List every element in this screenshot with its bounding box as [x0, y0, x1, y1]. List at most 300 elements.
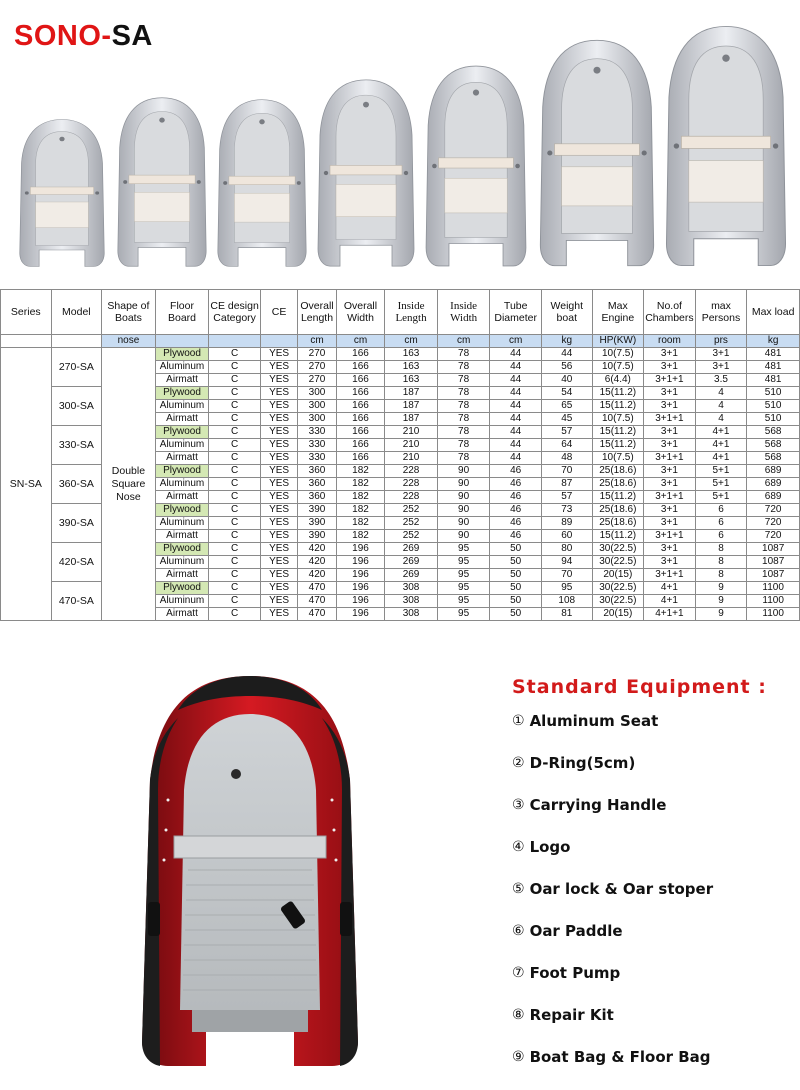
table-cell: 70: [541, 569, 592, 582]
table-cell: 78: [437, 348, 490, 361]
table-cell: 95: [437, 608, 490, 621]
header-ce: CE: [260, 290, 297, 335]
table-cell: 50: [490, 543, 542, 556]
table-cell: Airmatt: [155, 569, 209, 582]
table-cell: 3+1+1: [644, 491, 696, 504]
table-cell: 89: [541, 517, 592, 530]
boat-top-view-icon: [116, 96, 208, 268]
table-cell: 330: [298, 439, 336, 452]
red-boat-photo: [128, 670, 372, 1075]
table-cell: 44: [490, 426, 542, 439]
list-item: [512, 1048, 792, 1090]
table-cell: 300: [298, 400, 336, 413]
model-cell: 330-SA: [51, 426, 102, 465]
table-cell: 252: [385, 504, 438, 517]
table-cell: 360: [298, 478, 336, 491]
table-cell: 4+1: [695, 439, 747, 452]
table-cell: 5+1: [695, 491, 747, 504]
table-cell: YES: [260, 556, 297, 569]
table-cell: YES: [260, 504, 297, 517]
item-label: Oar Paddle: [529, 922, 623, 940]
table-cell: Plywood: [155, 465, 209, 478]
table-cell: YES: [260, 452, 297, 465]
table-cell: 44: [490, 387, 542, 400]
table-cell: 44: [490, 452, 542, 465]
table-cell: 15(11.2): [592, 491, 644, 504]
table-cell: Plywood: [155, 543, 209, 556]
model-cell: 270-SA: [51, 348, 102, 387]
table-cell: 420: [298, 556, 336, 569]
table-cell: C: [209, 517, 261, 530]
table-cell: 70: [541, 465, 592, 478]
table-cell: C: [209, 465, 261, 478]
item-number: ③: [512, 797, 525, 813]
red-boat-icon: [128, 670, 372, 1070]
table-row: [1, 348, 800, 361]
item-number: ①: [512, 713, 525, 729]
unit-inside-width: cm: [437, 335, 490, 348]
table-cell: 3+1: [644, 556, 696, 569]
table-cell: 46: [490, 530, 542, 543]
table-cell: 568: [747, 452, 800, 465]
boat-top-view-icon: [316, 78, 416, 268]
table-cell: 6: [695, 504, 747, 517]
table-cell: 6(4.4): [592, 374, 644, 387]
table-cell: 470: [298, 582, 336, 595]
table-cell: 420: [298, 569, 336, 582]
table-cell: Aluminum: [155, 361, 209, 374]
table-cell: Airmatt: [155, 608, 209, 621]
table-cell: 3+1+1: [644, 569, 696, 582]
table-cell: 360: [298, 465, 336, 478]
table-cell: 15(11.2): [592, 400, 644, 413]
list-item: [512, 964, 792, 1006]
table-cell: 270: [298, 361, 336, 374]
table-cell: 45: [541, 413, 592, 426]
table-cell: 25(18.6): [592, 504, 644, 517]
table-cell: 50: [490, 608, 542, 621]
table-cell: 50: [490, 556, 542, 569]
table-cell: C: [209, 400, 261, 413]
table-cell: 720: [747, 504, 800, 517]
table-cell: 182: [336, 530, 385, 543]
table-cell: 15(11.2): [592, 530, 644, 543]
boat-top-view-icon: [424, 64, 528, 268]
table-cell: 95: [437, 556, 490, 569]
table-cell: 44: [490, 400, 542, 413]
table-cell: 187: [385, 413, 438, 426]
table-cell: 470: [298, 595, 336, 608]
header-series: Series: [1, 290, 52, 335]
table-cell: 689: [747, 491, 800, 504]
table-cell: 210: [385, 426, 438, 439]
model-cell: 420-SA: [51, 543, 102, 582]
table-cell: 15(11.2): [592, 426, 644, 439]
table-cell: 90: [437, 491, 490, 504]
table-cell: 57: [541, 491, 592, 504]
table-cell: 3+1+1: [644, 530, 696, 543]
table-cell: 481: [747, 374, 800, 387]
table-cell: C: [209, 491, 261, 504]
table-cell: 720: [747, 530, 800, 543]
table-cell: 3+1: [644, 361, 696, 374]
table-cell: 15(11.2): [592, 387, 644, 400]
table-cell: 228: [385, 491, 438, 504]
table-cell: 3+1: [644, 387, 696, 400]
table-cell: 166: [336, 439, 385, 452]
table-cell: 78: [437, 374, 490, 387]
table-cell: 95: [437, 595, 490, 608]
table-cell: C: [209, 361, 261, 374]
table-cell: 90: [437, 530, 490, 543]
table-cell: 196: [336, 543, 385, 556]
unit-chambers: room: [644, 335, 696, 348]
table-cell: C: [209, 530, 261, 543]
table-cell: C: [209, 387, 261, 400]
unit-max-persons: prs: [695, 335, 747, 348]
table-cell: Aluminum: [155, 517, 209, 530]
table-cell: 3+1+1: [644, 452, 696, 465]
table-cell: 73: [541, 504, 592, 517]
table-cell: 10(7.5): [592, 413, 644, 426]
table-cell: YES: [260, 543, 297, 556]
table-cell: C: [209, 426, 261, 439]
table-cell: 166: [336, 400, 385, 413]
header-shape: Shape of Boats: [102, 290, 156, 335]
header-overall-width: Overall Width: [336, 290, 385, 335]
header-max-engine: Max Engine: [592, 290, 644, 335]
table-cell: 60: [541, 530, 592, 543]
table-cell: Aluminum: [155, 556, 209, 569]
table-cell: 3.5: [695, 374, 747, 387]
table-cell: 568: [747, 439, 800, 452]
table-cell: 95: [437, 543, 490, 556]
list-item: [512, 922, 792, 964]
table-cell: 5+1: [695, 465, 747, 478]
table-cell: 8: [695, 556, 747, 569]
table-cell: 44: [490, 374, 542, 387]
table-cell: YES: [260, 465, 297, 478]
model-cell: 300-SA: [51, 387, 102, 426]
table-cell: YES: [260, 608, 297, 621]
table-cell: 1100: [747, 595, 800, 608]
table-cell: 1100: [747, 582, 800, 595]
table-cell: 182: [336, 517, 385, 530]
table-cell: 689: [747, 465, 800, 478]
table-cell: 269: [385, 556, 438, 569]
table-cell: C: [209, 543, 261, 556]
item-number: ⑤: [512, 881, 525, 897]
title-part-red: SONO-: [14, 20, 112, 52]
table-cell: 10(7.5): [592, 452, 644, 465]
shape-cell: Double Square Nose: [102, 348, 156, 621]
table-cell: 9: [695, 608, 747, 621]
table-cell: 95: [541, 582, 592, 595]
table-cell: 48: [541, 452, 592, 465]
table-cell: Airmatt: [155, 452, 209, 465]
table-cell: 470: [298, 608, 336, 621]
table-cell: 65: [541, 400, 592, 413]
table-cell: 57: [541, 426, 592, 439]
table-cell: 30(22.5): [592, 543, 644, 556]
table-cell: 182: [336, 478, 385, 491]
table-cell: YES: [260, 491, 297, 504]
unit-max-load: kg: [747, 335, 800, 348]
table-cell: YES: [260, 478, 297, 491]
table-cell: 108: [541, 595, 592, 608]
table-cell: 4: [695, 413, 747, 426]
table-cell: YES: [260, 517, 297, 530]
table-cell: C: [209, 608, 261, 621]
item-number: ⑧: [512, 1007, 525, 1023]
table-cell: YES: [260, 348, 297, 361]
table-cell: 228: [385, 478, 438, 491]
table-cell: 196: [336, 608, 385, 621]
units-row: [1, 335, 800, 348]
table-cell: 4: [695, 400, 747, 413]
item-number: ②: [512, 755, 525, 771]
table-cell: 166: [336, 348, 385, 361]
table-cell: 78: [437, 387, 490, 400]
table-cell: 689: [747, 478, 800, 491]
header-max-load: Max load: [747, 290, 800, 335]
boat-top-view-icon: [538, 38, 656, 268]
table-cell: 78: [437, 426, 490, 439]
table-cell: C: [209, 504, 261, 517]
table-cell: 4+1: [695, 426, 747, 439]
table-cell: 3+1: [644, 439, 696, 452]
table-cell: 3+1: [644, 504, 696, 517]
table-cell: C: [209, 413, 261, 426]
table-cell: 80: [541, 543, 592, 556]
table-cell: 269: [385, 543, 438, 556]
item-label: Foot Pump: [529, 964, 621, 982]
model-cell: 390-SA: [51, 504, 102, 543]
table-cell: 25(18.6): [592, 478, 644, 491]
table-cell: 163: [385, 348, 438, 361]
table-cell: 3+1: [644, 348, 696, 361]
list-item: [512, 838, 792, 880]
table-cell: YES: [260, 439, 297, 452]
table-cell: 78: [437, 439, 490, 452]
boat-top-view-icon: [216, 98, 308, 268]
table-cell: 1100: [747, 608, 800, 621]
table-cell: 1087: [747, 569, 800, 582]
table-cell: 720: [747, 517, 800, 530]
table-cell: 46: [490, 491, 542, 504]
table-cell: 3+1+1: [644, 413, 696, 426]
standard-equipment: [512, 676, 792, 1090]
table-cell: 9: [695, 595, 747, 608]
header-model: Model: [51, 290, 102, 335]
table-cell: 270: [298, 374, 336, 387]
unit-max-engine: HP(KW): [592, 335, 644, 348]
table-cell: 390: [298, 530, 336, 543]
table-cell: 25(18.6): [592, 465, 644, 478]
table-cell: Airmatt: [155, 491, 209, 504]
table-cell: 3+1: [695, 348, 747, 361]
table-cell: 46: [490, 517, 542, 530]
header-ce-category: CE design Category: [209, 290, 261, 335]
item-label: D-Ring(5cm): [529, 754, 636, 772]
list-item: [512, 1006, 792, 1048]
table-cell: 510: [747, 413, 800, 426]
table-cell: 44: [490, 439, 542, 452]
table-cell: 330: [298, 452, 336, 465]
table-cell: 187: [385, 400, 438, 413]
table-cell: YES: [260, 361, 297, 374]
table-cell: 1087: [747, 556, 800, 569]
table-cell: 270: [298, 348, 336, 361]
table-cell: 390: [298, 517, 336, 530]
table-cell: 3+1+1: [644, 374, 696, 387]
table-cell: 30(22.5): [592, 556, 644, 569]
table-cell: 308: [385, 595, 438, 608]
header-floor: Floor Board: [155, 290, 209, 335]
item-label: Boat Bag & Floor Bag: [529, 1048, 711, 1066]
table-cell: Plywood: [155, 387, 209, 400]
item-number: ⑨: [512, 1049, 525, 1065]
table-cell: 78: [437, 400, 490, 413]
equipment-title: Standard Equipment :: [512, 676, 767, 698]
table-cell: 40: [541, 374, 592, 387]
table-cell: YES: [260, 413, 297, 426]
table-cell: 269: [385, 569, 438, 582]
table-cell: 182: [336, 504, 385, 517]
table-cell: 3+1: [644, 400, 696, 413]
list-item: [512, 880, 792, 922]
table-cell: C: [209, 582, 261, 595]
table-cell: 54: [541, 387, 592, 400]
table-cell: 44: [490, 361, 542, 374]
table-cell: 1087: [747, 543, 800, 556]
table-cell: 90: [437, 504, 490, 517]
table-cell: C: [209, 374, 261, 387]
table-cell: 44: [490, 413, 542, 426]
table-cell: 78: [437, 452, 490, 465]
item-number: ⑦: [512, 965, 525, 981]
table-cell: Aluminum: [155, 478, 209, 491]
table-cell: 6: [695, 517, 747, 530]
table-cell: 50: [490, 582, 542, 595]
table-cell: 196: [336, 556, 385, 569]
list-item: [512, 754, 792, 796]
table-cell: 166: [336, 452, 385, 465]
unit-overall-length: cm: [298, 335, 336, 348]
table-cell: 56: [541, 361, 592, 374]
equipment-list: [512, 712, 792, 1090]
table-cell: 308: [385, 608, 438, 621]
table-cell: C: [209, 556, 261, 569]
table-cell: 4+1+1: [644, 608, 696, 621]
table-cell: YES: [260, 374, 297, 387]
table-cell: 510: [747, 400, 800, 413]
table-cell: 166: [336, 426, 385, 439]
table-cell: 187: [385, 387, 438, 400]
table-cell: 78: [437, 361, 490, 374]
table-cell: 196: [336, 569, 385, 582]
table-cell: 50: [490, 569, 542, 582]
header-overall-length: Overall Length: [298, 290, 336, 335]
table-cell: 10(7.5): [592, 348, 644, 361]
table-cell: 46: [490, 504, 542, 517]
table-cell: 87: [541, 478, 592, 491]
table-cell: 166: [336, 374, 385, 387]
table-cell: 50: [490, 595, 542, 608]
item-label: Oar lock & Oar stoper: [529, 880, 714, 898]
spec-table: [0, 289, 800, 621]
table-cell: 300: [298, 413, 336, 426]
table-cell: 81: [541, 608, 592, 621]
table-cell: 300: [298, 387, 336, 400]
table-cell: Plywood: [155, 348, 209, 361]
table-cell: 64: [541, 439, 592, 452]
table-cell: 30(22.5): [592, 595, 644, 608]
table-cell: 15(11.2): [592, 439, 644, 452]
table-cell: 360: [298, 491, 336, 504]
table-cell: Airmatt: [155, 413, 209, 426]
table-cell: 166: [336, 387, 385, 400]
table-cell: C: [209, 478, 261, 491]
table-cell: 3+1: [644, 426, 696, 439]
table-cell: YES: [260, 582, 297, 595]
table-cell: Plywood: [155, 504, 209, 517]
series-cell: SN-SA: [1, 348, 52, 621]
table-cell: 568: [747, 426, 800, 439]
table-cell: C: [209, 595, 261, 608]
table-cell: YES: [260, 530, 297, 543]
table-cell: 8: [695, 543, 747, 556]
table-cell: YES: [260, 569, 297, 582]
header-inside-width: Inside Width: [437, 290, 490, 335]
table-cell: 4: [695, 387, 747, 400]
boat-sizes-illustration: [0, 20, 800, 280]
table-cell: 252: [385, 517, 438, 530]
header-tube-diameter: Tube Diameter: [490, 290, 542, 335]
table-cell: 9: [695, 582, 747, 595]
table-cell: 5+1: [695, 478, 747, 491]
table-cell: 44: [541, 348, 592, 361]
table-cell: 166: [336, 361, 385, 374]
table-cell: 210: [385, 439, 438, 452]
table-cell: 510: [747, 387, 800, 400]
unit-overall-width: cm: [336, 335, 385, 348]
table-cell: Plywood: [155, 426, 209, 439]
table-cell: 46: [490, 478, 542, 491]
header-weight: Weight boat: [541, 290, 592, 335]
table-cell: 4+1: [644, 595, 696, 608]
table-cell: 3+1: [644, 465, 696, 478]
table-cell: 481: [747, 348, 800, 361]
table-cell: YES: [260, 387, 297, 400]
table-cell: 196: [336, 595, 385, 608]
table-cell: 308: [385, 582, 438, 595]
model-cell: 470-SA: [51, 582, 102, 621]
table-cell: 10(7.5): [592, 361, 644, 374]
item-label: Aluminum Seat: [529, 712, 659, 730]
table-cell: 481: [747, 361, 800, 374]
boat-top-view-icon: [664, 24, 788, 268]
table-header-row: [1, 290, 800, 335]
table-cell: 163: [385, 374, 438, 387]
table-cell: Aluminum: [155, 400, 209, 413]
table-cell: 20(15): [592, 608, 644, 621]
item-label: Repair Kit: [529, 1006, 614, 1024]
item-number: ⑥: [512, 923, 525, 939]
table-cell: 78: [437, 413, 490, 426]
item-number: ④: [512, 839, 525, 855]
table-cell: 182: [336, 465, 385, 478]
